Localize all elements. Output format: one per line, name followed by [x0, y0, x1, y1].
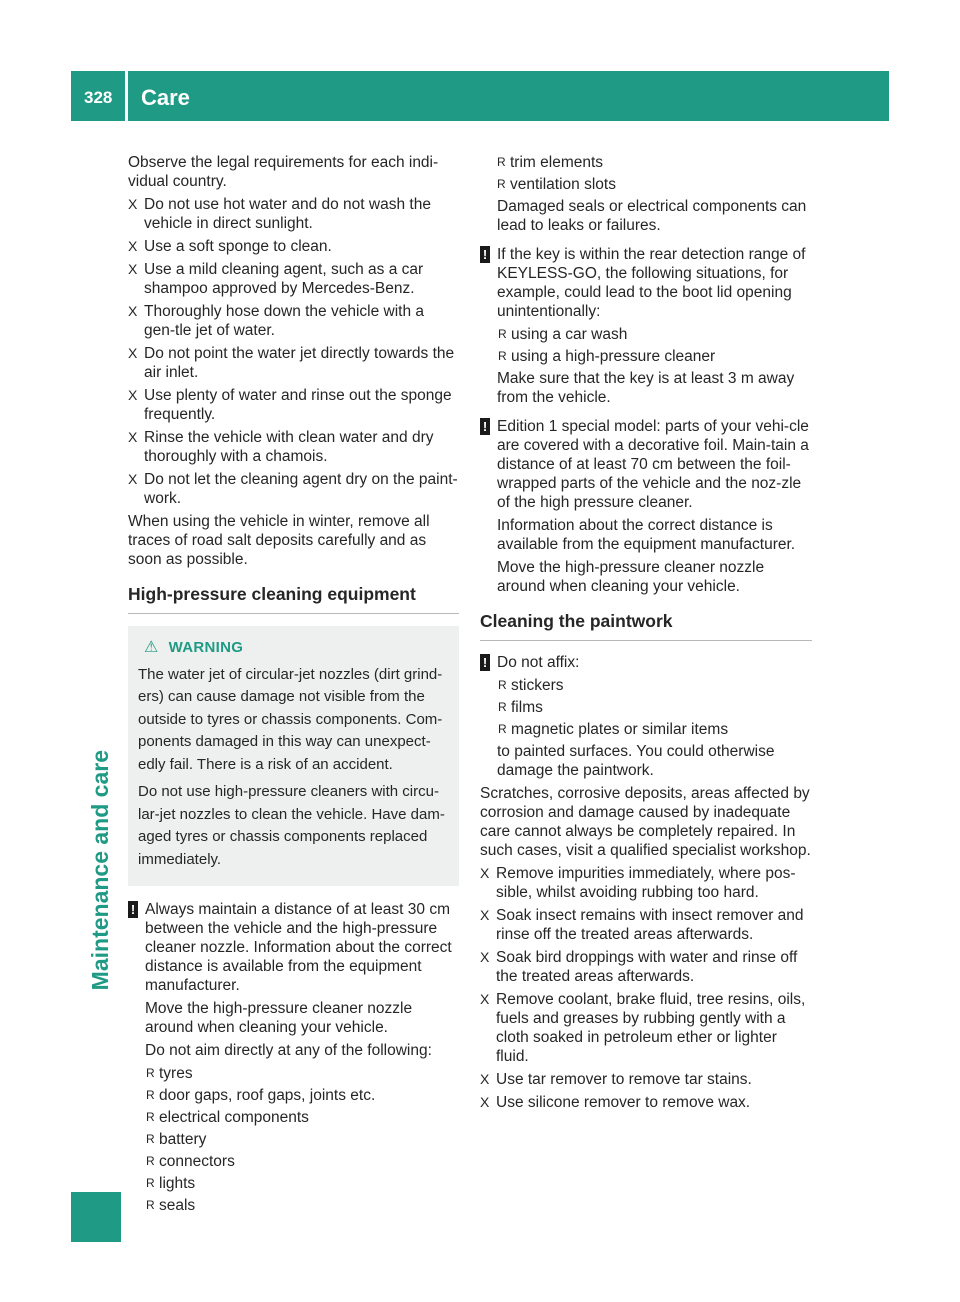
- intro-text: Observe the legal requirements for each indi-vidual country.: [128, 154, 439, 190]
- step-marker-icon: X: [480, 865, 490, 881]
- caution-note: [128, 900, 459, 1215]
- list-item: R electrical components: [146, 1109, 309, 1126]
- step-item: X Use plenty of water and rinse out the sponge frequently.: [128, 387, 452, 423]
- note-text: Move the high-pressure cleaner nozzle around when cleaning your vehicle.: [145, 1000, 413, 1036]
- step-item: X Remove coolant, brake fluid, tree resins, oils, fuels and greases by rubbing gently with a cloth soaked in petroleum ether or lighter fluid.: [480, 991, 806, 1065]
- note-text: Move the high-pressure cleaner nozzle around when cleaning your vehicle.: [497, 559, 765, 595]
- bullet-icon: R: [498, 700, 507, 714]
- step-item: X Thoroughly hose down the vehicle with a gen-tle jet of water.: [128, 303, 425, 339]
- step-item: X Use a soft sponge to clean.: [128, 238, 332, 255]
- note-text: Do not affix:: [497, 654, 580, 671]
- note-text: Damaged seals or electrical components can lead to leaks or failures.: [497, 198, 807, 234]
- continued-list: [480, 153, 812, 235]
- bullet-icon: R: [146, 1154, 155, 1168]
- step-marker-icon: X: [480, 1094, 490, 1110]
- list-item: R using a car wash: [498, 326, 628, 343]
- step-item: X Do not point the water jet directly towards the air inlet.: [128, 345, 455, 381]
- right-column: [480, 153, 812, 1116]
- note-text: Do not aim directly at any of the following:: [145, 1042, 432, 1059]
- caution-note: [480, 653, 812, 780]
- note-text: to painted surfaces. You could otherwise damage the paintwork.: [497, 743, 775, 779]
- section-tab-label: Maintenance and care: [87, 750, 113, 991]
- scratches-text: Scratches, corrosive deposits, areas affected by corrosion and damage caused by inadequate care cannot always be completely repaired. In such cases, visit a qualified specialist workshop.: [480, 785, 811, 859]
- warning-box: [128, 626, 459, 886]
- page-header: [71, 71, 889, 121]
- list-item: R using a high-pressure cleaner: [498, 348, 716, 365]
- bullet-icon: R: [146, 1198, 155, 1212]
- step-marker-icon: X: [128, 238, 138, 254]
- step-marker-icon: X: [480, 949, 490, 965]
- bullet-icon: R: [498, 349, 507, 363]
- step-item: X Do not let the cleaning agent dry on the paint-work.: [128, 471, 458, 507]
- step-item: X Use a mild cleaning agent, such as a car shampoo approved by Mercedes-Benz.: [128, 261, 424, 297]
- list-item: R trim elements: [497, 154, 604, 171]
- section-heading: High-pressure cleaning equipment: [128, 583, 459, 614]
- caution-note: [480, 245, 812, 407]
- step-marker-icon: X: [128, 196, 138, 212]
- exclamation-icon: !: [480, 654, 490, 671]
- exclamation-icon: !: [480, 418, 490, 435]
- list-item: R tyres: [146, 1065, 193, 1082]
- list-item: R magnetic plates or similar items: [498, 721, 729, 738]
- bullet-icon: R: [497, 177, 506, 191]
- bullet-icon: R: [498, 327, 507, 341]
- warning-triangle-icon: ⚠: [144, 639, 159, 656]
- list-item: R battery: [146, 1131, 207, 1148]
- page-title: Care: [141, 85, 190, 110]
- page-number: 328: [84, 88, 113, 107]
- list-item: R films: [498, 699, 543, 716]
- note-text: Make sure that the key is at least 3 m away from the vehicle.: [497, 370, 795, 406]
- bullet-icon: R: [146, 1132, 155, 1146]
- list-item: R stickers: [498, 677, 564, 694]
- step-marker-icon: X: [128, 429, 138, 445]
- section-tab-marker: [71, 1192, 121, 1242]
- section-heading: Cleaning the paintwork: [480, 610, 812, 641]
- warning-label: WARNING: [168, 639, 244, 656]
- warning-text: The water jet of circular-jet nozzles (dirt grind-ers) can cause damage not visible from the outside to tyres or chassis components. Com-ponents damaged in this way can unexpect-edly fail. There is a risk of an accident.: [138, 665, 443, 773]
- step-marker-icon: X: [128, 303, 138, 319]
- exclamation-icon: !: [128, 901, 138, 918]
- note-text: Edition 1 special model: parts of your vehi-cle are covered with a decorative foil. Main-tain a distance of at least 70 cm between the foil-wrapped parts of the vehicle and the noz-zle of the high pressure cleaner.: [497, 418, 809, 511]
- bullet-icon: R: [146, 1088, 155, 1102]
- bullet-icon: R: [146, 1176, 155, 1190]
- step-marker-icon: X: [480, 1071, 490, 1087]
- step-item: X Do not use hot water and do not wash the vehicle in direct sunlight.: [128, 196, 431, 232]
- bullet-icon: R: [146, 1110, 155, 1124]
- bullet-icon: R: [146, 1066, 155, 1080]
- warning-text: Do not use high-pressure cleaners with circu-lar-jet nozzles to clean the vehicle. Have dam-aged tyres or chassis components replaced immediately.: [138, 783, 445, 868]
- step-item: X Rinse the vehicle with clean water and dry thoroughly with a chamois.: [128, 429, 434, 465]
- left-column: [128, 153, 459, 1219]
- bullet-icon: R: [497, 155, 506, 169]
- list-item: R ventilation slots: [497, 176, 616, 193]
- bullet-icon: R: [498, 678, 507, 692]
- step-item: X Soak bird droppings with water and rinse off the treated areas afterwards.: [480, 949, 798, 985]
- list-item: R connectors: [146, 1153, 235, 1170]
- step-marker-icon: X: [128, 345, 138, 361]
- header-divider: [125, 71, 128, 121]
- note-text: Information about the correct distance is available from the equipment manufacturer.: [497, 517, 796, 553]
- step-marker-icon: X: [480, 991, 490, 1007]
- step-item: X Use tar remover to remove tar stains.: [480, 1071, 752, 1088]
- step-item: X Soak insect remains with insect remover and rinse off the treated areas afterwards.: [480, 907, 804, 943]
- step-marker-icon: X: [128, 387, 138, 403]
- step-item: X Remove impurities immediately, where pos-sible, whilst avoiding rubbing too hard.: [480, 865, 796, 901]
- exclamation-icon: !: [480, 246, 490, 263]
- bullet-icon: R: [498, 722, 507, 736]
- list-item: R seals: [146, 1197, 196, 1214]
- winter-text: When using the vehicle in winter, remove all traces of road salt deposits carefully and as soon as possible.: [128, 513, 430, 568]
- note-text: If the key is within the rear detection range of KEYLESS-GO, the following situations, for example, could lead to the boot lid opening unintentionally:: [497, 246, 806, 320]
- step-item: X Use silicone remover to remove wax.: [480, 1094, 751, 1111]
- list-item: R door gaps, roof gaps, joints etc.: [146, 1087, 376, 1104]
- step-marker-icon: X: [128, 471, 138, 487]
- caution-note: [480, 417, 812, 596]
- step-marker-icon: X: [128, 261, 138, 277]
- note-text: Always maintain a distance of at least 30 cm between the vehicle and the high-pressure cleaner nozzle. Information about the correct distance is available from the equipment manufacturer.: [145, 901, 452, 994]
- list-item: R lights: [146, 1175, 196, 1192]
- step-marker-icon: X: [480, 907, 490, 923]
- warning-header: [138, 637, 449, 660]
